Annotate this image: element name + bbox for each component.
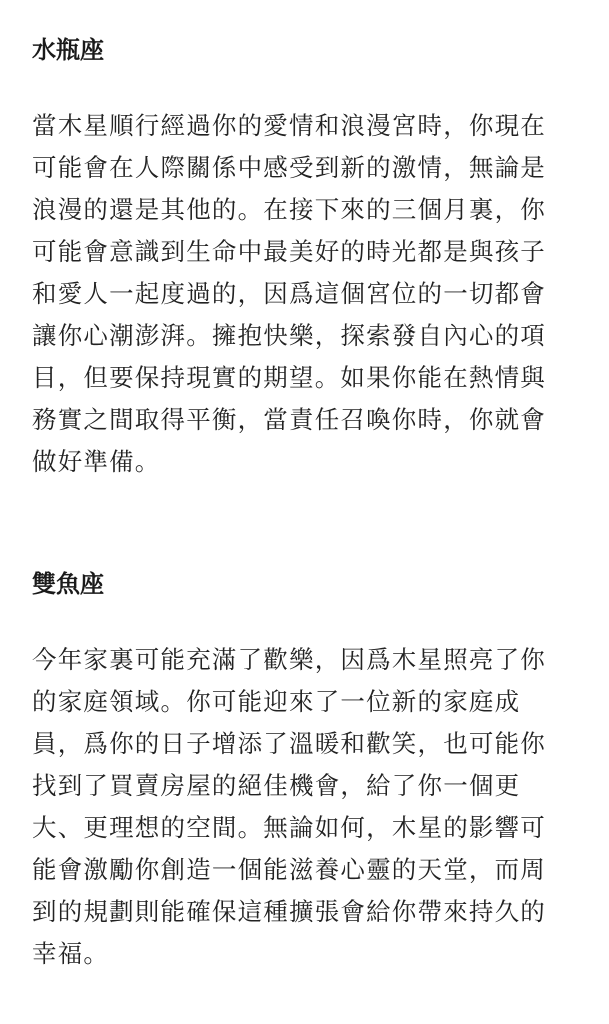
body-line: 找到了買賣房屋的絕佳機會，給了你一個更 [32, 771, 521, 800]
body-line: 當木星順行經過你的愛情和浪漫宮時，你現在 [32, 111, 546, 140]
section-heading-aquarius: 水瓶座 [32, 36, 104, 64]
body-line: 浪漫的還是其他的。在接下來的三個月裏，你 [32, 195, 546, 224]
body-line: 能會激勵你創造一個能滋養心靈的天堂，而周 [32, 855, 546, 884]
section-body-aquarius [32, 105, 580, 483]
body-line: 目，但要保持現實的期望。如果你能在熱情與 [32, 363, 546, 392]
body-line: 今年家裏可能充滿了歡樂，因爲木星照亮了你 [32, 645, 546, 674]
section-body-pisces [32, 639, 580, 975]
body-line: 幸福。 [32, 939, 110, 968]
body-line: 的家庭領域。你可能迎來了一位新的家庭成 [32, 687, 521, 716]
body-line: 可能會意識到生命中最美好的時光都是與孩子 [32, 237, 546, 266]
section-heading-pisces: 雙魚座 [32, 570, 104, 598]
body-line: 可能會在人際關係中感受到新的激情，無論是 [32, 153, 546, 182]
body-line: 和愛人一起度過的，因爲這個宮位的一切都會 [32, 279, 546, 308]
body-line: 讓你心潮澎湃。擁抱快樂，探索發自內心的項 [32, 321, 546, 350]
body-line: 到的規劃則能確保這種擴張會給你帶來持久的 [32, 897, 546, 926]
body-line: 做好準備。 [32, 447, 161, 476]
body-line: 務實之間取得平衡，當責任召喚你時，你就會 [32, 405, 546, 434]
body-line: 大、更理想的空間。無論如何，木星的影響可 [32, 813, 546, 842]
body-line: 員，爲你的日子增添了溫暖和歡笑，也可能你 [32, 729, 546, 758]
